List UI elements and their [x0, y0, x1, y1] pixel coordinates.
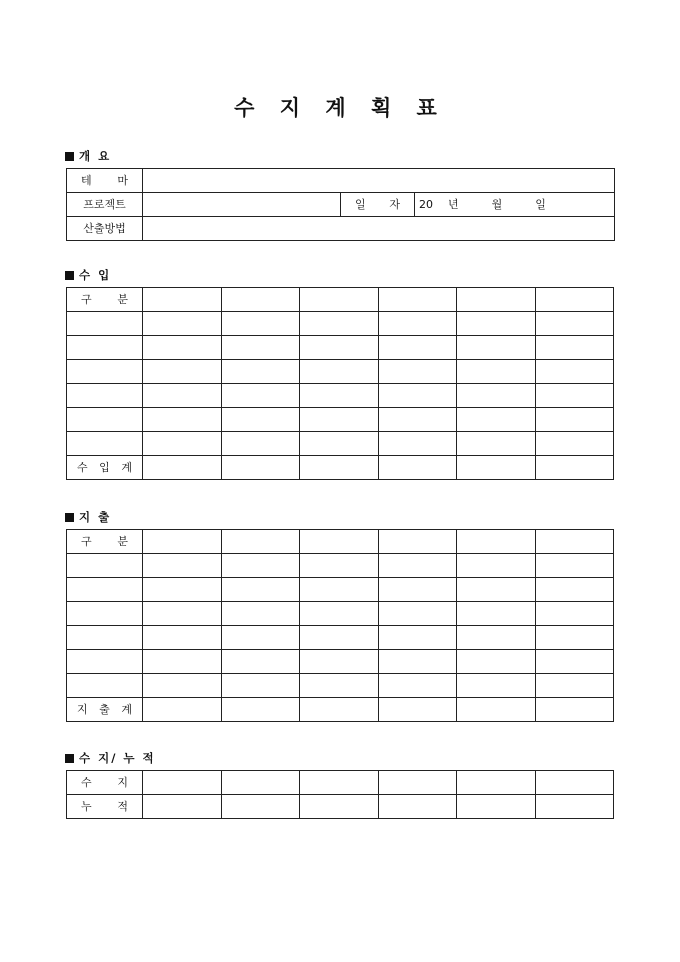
- expense-row-label-cell[interactable]: [67, 650, 143, 674]
- income-cell[interactable]: [143, 360, 222, 384]
- income-cell[interactable]: [535, 312, 614, 336]
- expense-cell[interactable]: [535, 674, 614, 698]
- income-cell[interactable]: [535, 336, 614, 360]
- expense-category-header: 구 분: [67, 530, 143, 554]
- expense-row-label-cell[interactable]: [67, 602, 143, 626]
- theme-label: 테 마: [67, 169, 143, 193]
- income-row: [67, 432, 614, 456]
- balance-cell[interactable]: [143, 771, 222, 795]
- income-cell[interactable]: [535, 384, 614, 408]
- income-cell[interactable]: [300, 360, 379, 384]
- income-heading-text: 수 입: [79, 268, 112, 282]
- income-cell[interactable]: [221, 408, 300, 432]
- expense-cell[interactable]: [457, 626, 536, 650]
- date-month-unit: 월: [491, 198, 503, 211]
- income-total-row: [67, 456, 614, 480]
- expense-header-cell[interactable]: [378, 530, 457, 554]
- income-cell[interactable]: [378, 408, 457, 432]
- cumulative-cell[interactable]: [535, 795, 614, 819]
- square-bullet-icon: [65, 513, 74, 522]
- expense-cell[interactable]: [457, 554, 536, 578]
- theme-value-cell[interactable]: [143, 169, 615, 193]
- income-cell[interactable]: [300, 432, 379, 456]
- expense-cell[interactable]: [457, 674, 536, 698]
- expense-cell[interactable]: [535, 578, 614, 602]
- balance-cell[interactable]: [378, 771, 457, 795]
- expense-cell[interactable]: [378, 554, 457, 578]
- expense-row: [67, 554, 614, 578]
- balance-cell[interactable]: [221, 771, 300, 795]
- income-header-cell[interactable]: [535, 288, 614, 312]
- overview-heading: [65, 148, 111, 164]
- income-header-cell[interactable]: [457, 288, 536, 312]
- method-label: 산출방법: [67, 217, 143, 241]
- project-row: [67, 193, 615, 217]
- income-cell[interactable]: [457, 360, 536, 384]
- expense-cell[interactable]: [457, 602, 536, 626]
- income-cell[interactable]: [300, 384, 379, 408]
- expense-cell[interactable]: [378, 602, 457, 626]
- balance-heading: [65, 750, 156, 766]
- income-cell[interactable]: [143, 336, 222, 360]
- income-header-cell[interactable]: [143, 288, 222, 312]
- expense-cell[interactable]: [143, 554, 222, 578]
- income-total-cell[interactable]: [143, 456, 222, 480]
- cumulative-cell[interactable]: [457, 795, 536, 819]
- expense-cell[interactable]: [143, 650, 222, 674]
- income-cell[interactable]: [143, 432, 222, 456]
- theme-row: [67, 169, 615, 193]
- income-row-label-cell[interactable]: [67, 312, 143, 336]
- expense-cell[interactable]: [221, 554, 300, 578]
- date-label: 일 자: [341, 193, 415, 217]
- income-cell[interactable]: [378, 384, 457, 408]
- date-year-unit: 년: [448, 198, 459, 211]
- expense-cell[interactable]: [378, 578, 457, 602]
- balance-cell[interactable]: [535, 771, 614, 795]
- expense-cell[interactable]: [221, 626, 300, 650]
- balance-table: [66, 770, 614, 819]
- expense-cell[interactable]: [535, 602, 614, 626]
- method-value-cell[interactable]: [143, 217, 615, 241]
- expense-cell[interactable]: [300, 650, 379, 674]
- income-heading: [65, 267, 111, 283]
- income-cell[interactable]: [143, 312, 222, 336]
- date-day-unit: 일: [535, 198, 546, 211]
- income-cell[interactable]: [221, 312, 300, 336]
- expense-cell[interactable]: [143, 626, 222, 650]
- expense-cell[interactable]: [378, 674, 457, 698]
- cumulative-cell[interactable]: [378, 795, 457, 819]
- income-cell[interactable]: [300, 336, 379, 360]
- expense-total-cell[interactable]: [378, 698, 457, 722]
- expense-heading-text: 지 출: [79, 510, 112, 524]
- method-row: [67, 217, 615, 241]
- expense-cell[interactable]: [535, 554, 614, 578]
- income-category-header: 구 분: [67, 288, 143, 312]
- overview-heading-text: 개 요: [79, 149, 112, 163]
- expense-cell[interactable]: [143, 674, 222, 698]
- expense-row-label-cell[interactable]: [67, 626, 143, 650]
- date-prefix: 20: [419, 198, 433, 211]
- income-cell[interactable]: [221, 336, 300, 360]
- income-cell[interactable]: [300, 312, 379, 336]
- expense-cell[interactable]: [535, 626, 614, 650]
- expense-header-row: [67, 530, 614, 554]
- expense-header-cell[interactable]: [143, 530, 222, 554]
- income-cell[interactable]: [535, 360, 614, 384]
- expense-cell[interactable]: [300, 602, 379, 626]
- expense-total-row: [67, 698, 614, 722]
- expense-total-cell[interactable]: [300, 698, 379, 722]
- expense-cell[interactable]: [221, 650, 300, 674]
- expense-heading: [65, 509, 111, 525]
- income-row: [67, 384, 614, 408]
- expense-cell[interactable]: [300, 674, 379, 698]
- income-row-label-cell[interactable]: [67, 384, 143, 408]
- income-cell[interactable]: [378, 432, 457, 456]
- expense-total-cell[interactable]: [143, 698, 222, 722]
- expense-header-cell[interactable]: [300, 530, 379, 554]
- balance-row: [67, 771, 614, 795]
- expense-cell[interactable]: [378, 626, 457, 650]
- expense-row: [67, 650, 614, 674]
- square-bullet-icon: [65, 754, 74, 763]
- balance-label: 수 지: [67, 771, 143, 795]
- expense-header-cell[interactable]: [457, 530, 536, 554]
- balance-heading-text: 수 지/ 누 적: [79, 751, 156, 765]
- income-cell[interactable]: [457, 432, 536, 456]
- income-header-cell[interactable]: [300, 288, 379, 312]
- income-row: [67, 408, 614, 432]
- income-cell[interactable]: [143, 408, 222, 432]
- expense-row-label-cell[interactable]: [67, 674, 143, 698]
- cumulative-label: 누 적: [67, 795, 143, 819]
- expense-row: [67, 578, 614, 602]
- expense-cell[interactable]: [300, 626, 379, 650]
- income-table: [66, 287, 614, 480]
- income-cell[interactable]: [457, 384, 536, 408]
- income-row: [67, 336, 614, 360]
- expense-table: [66, 529, 614, 722]
- cumulative-cell[interactable]: [143, 795, 222, 819]
- expense-cell[interactable]: [300, 554, 379, 578]
- income-cell[interactable]: [457, 336, 536, 360]
- income-cell[interactable]: [221, 432, 300, 456]
- income-header-cell[interactable]: [378, 288, 457, 312]
- date-value-cell[interactable]: [415, 193, 615, 217]
- expense-cell[interactable]: [143, 602, 222, 626]
- income-cell[interactable]: [535, 408, 614, 432]
- expense-cell[interactable]: [378, 650, 457, 674]
- expense-row-label-cell[interactable]: [67, 554, 143, 578]
- income-cell[interactable]: [378, 336, 457, 360]
- income-cell[interactable]: [378, 312, 457, 336]
- income-cell[interactable]: [221, 360, 300, 384]
- income-total-cell[interactable]: [457, 456, 536, 480]
- income-total-cell[interactable]: [300, 456, 379, 480]
- income-row-label-cell[interactable]: [67, 408, 143, 432]
- cumulative-row: [67, 795, 614, 819]
- expense-row: [67, 626, 614, 650]
- expense-cell[interactable]: [535, 650, 614, 674]
- income-row: [67, 360, 614, 384]
- expense-header-cell[interactable]: [535, 530, 614, 554]
- expense-row: [67, 674, 614, 698]
- expense-row: [67, 602, 614, 626]
- income-row-label-cell[interactable]: [67, 336, 143, 360]
- income-cell[interactable]: [143, 384, 222, 408]
- balance-cell[interactable]: [457, 771, 536, 795]
- income-header-row: [67, 288, 614, 312]
- expense-cell[interactable]: [300, 578, 379, 602]
- balance-cell[interactable]: [300, 771, 379, 795]
- project-label: 프로젝트: [67, 193, 143, 217]
- income-cell[interactable]: [457, 408, 536, 432]
- expense-total-cell[interactable]: [221, 698, 300, 722]
- income-total-cell[interactable]: [535, 456, 614, 480]
- income-row-label-cell[interactable]: [67, 360, 143, 384]
- income-row-label-cell[interactable]: [67, 432, 143, 456]
- expense-cell[interactable]: [457, 650, 536, 674]
- income-total-label: 수 입 계: [67, 456, 143, 480]
- expense-cell[interactable]: [221, 578, 300, 602]
- expense-header-cell[interactable]: [221, 530, 300, 554]
- expense-cell[interactable]: [221, 602, 300, 626]
- income-total-cell[interactable]: [221, 456, 300, 480]
- overview-table: [66, 168, 615, 241]
- income-cell[interactable]: [221, 384, 300, 408]
- income-total-cell[interactable]: [378, 456, 457, 480]
- income-cell[interactable]: [300, 408, 379, 432]
- income-row: [67, 312, 614, 336]
- expense-cell[interactable]: [457, 578, 536, 602]
- square-bullet-icon: [65, 271, 74, 280]
- income-header-cell[interactable]: [221, 288, 300, 312]
- expense-total-cell[interactable]: [535, 698, 614, 722]
- project-value-cell[interactable]: [143, 193, 341, 217]
- expense-cell[interactable]: [221, 674, 300, 698]
- expense-total-cell[interactable]: [457, 698, 536, 722]
- cumulative-cell[interactable]: [221, 795, 300, 819]
- cumulative-cell[interactable]: [300, 795, 379, 819]
- square-bullet-icon: [65, 152, 74, 161]
- expense-cell[interactable]: [143, 578, 222, 602]
- income-cell[interactable]: [535, 432, 614, 456]
- income-cell[interactable]: [457, 312, 536, 336]
- page-title: 수 지 계 획 표: [234, 96, 446, 120]
- expense-row-label-cell[interactable]: [67, 578, 143, 602]
- income-cell[interactable]: [378, 360, 457, 384]
- expense-total-label: 지 출 계: [67, 698, 143, 722]
